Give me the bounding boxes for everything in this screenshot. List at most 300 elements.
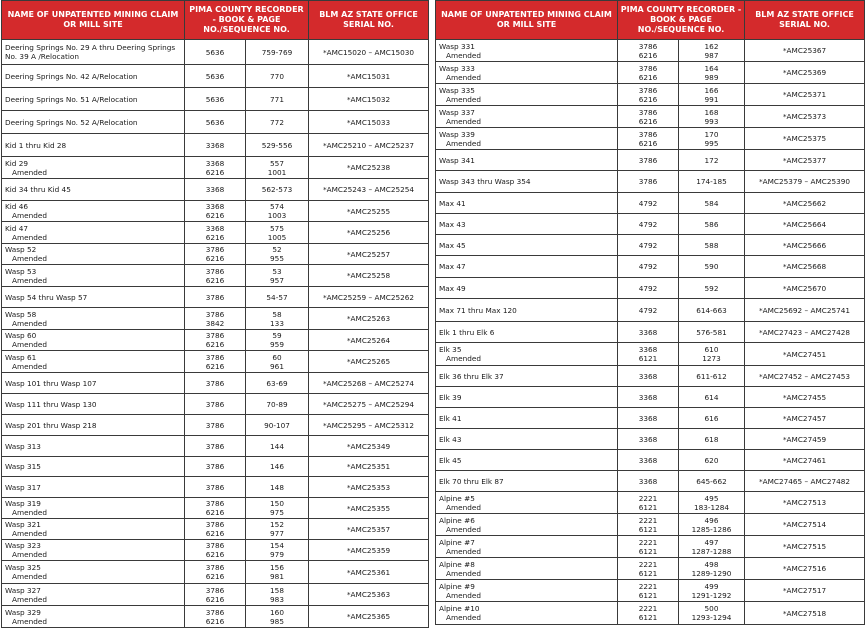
table-row [2, 88, 429, 111]
blm-serial: *AMC27461 [782, 455, 827, 465]
page-number-cell [679, 536, 745, 558]
blm-serial-cell [309, 330, 429, 351]
book-number-cell [618, 429, 679, 450]
claim-name-cell [436, 471, 618, 492]
page-number: 60 [272, 352, 282, 362]
blm-serial-cell [745, 40, 865, 62]
claim-name-cell [2, 498, 185, 519]
book-number: 4792 [638, 305, 658, 315]
book-number: 5636 [205, 117, 225, 127]
page-number-cell [679, 40, 745, 62]
blm-serial-cell [745, 214, 865, 235]
blm-serial: *AMC25255 [346, 206, 391, 216]
page-number-amended: 1289-1290 [691, 568, 732, 578]
book-number: 3786 [205, 245, 225, 254]
page-number-cell [679, 256, 745, 278]
blm-serial-cell [745, 278, 865, 299]
page-number-cell [679, 322, 745, 343]
claim-name: Wasp 54 thru Wasp 57 [5, 292, 88, 302]
blm-serial: *AMC25258 [346, 271, 391, 280]
page-number: 160 [270, 607, 284, 617]
table-row [2, 373, 429, 394]
book-number: 3368 [638, 345, 658, 354]
page-number: 759-769 [261, 47, 293, 57]
book-number-cell [618, 558, 679, 580]
blm-serial-cell [309, 477, 429, 498]
page-number-cell [679, 193, 745, 214]
table-row [2, 244, 429, 265]
book-number-amended: 6121 [638, 354, 658, 363]
table-row [436, 214, 865, 235]
claim-name-cell [436, 235, 618, 256]
claim-name: Wasp 315 [5, 462, 41, 471]
book-number: 3368 [638, 434, 658, 444]
page-number-cell [679, 602, 745, 625]
page-number: 588 [704, 240, 719, 250]
blm-serial: *AMC25369 [782, 68, 827, 77]
page-number-cell [246, 373, 309, 394]
page-number: 146 [270, 462, 284, 471]
book-number: 4792 [638, 262, 658, 271]
book-number-cell [185, 477, 246, 498]
page-number-cell [679, 299, 745, 322]
page-number: 152 [270, 520, 284, 529]
claim-name-cell [2, 519, 185, 540]
table-row [2, 179, 429, 201]
book-number-amended: 6216 [638, 116, 658, 126]
book-number: 3786 [638, 63, 658, 73]
book-number-cell [185, 415, 246, 436]
blm-serial: *AMC25359 [346, 545, 391, 555]
page-number-cell [679, 558, 745, 580]
claim-name-cell [2, 308, 185, 330]
table-row [436, 171, 865, 193]
blm-serial-cell [309, 244, 429, 265]
blm-serial-cell [745, 536, 865, 558]
claim-name-amended: Amended [446, 502, 481, 512]
claim-name-cell [2, 111, 185, 134]
claim-name-amended: Amended [446, 613, 481, 622]
page-number-cell [246, 179, 309, 201]
blm-serial: *AMC25265 [346, 357, 391, 366]
book-number: 2221 [638, 559, 658, 569]
blm-serial: *AMC25363 [346, 590, 391, 599]
book-number-cell [185, 157, 246, 179]
book-number-cell [618, 450, 679, 471]
page-number-cell [679, 387, 745, 408]
claim-name: Elk 41 [439, 413, 462, 423]
page-number-amended: 957 [270, 275, 284, 285]
blm-serial: *AMC25210 – AMC25237 [322, 140, 415, 150]
table-row [436, 106, 865, 128]
table-row [2, 265, 429, 287]
page-number-cell [246, 244, 309, 265]
claim-name: Wasp 317 [5, 482, 41, 492]
book-number-cell [618, 366, 679, 387]
page-number-cell [246, 540, 309, 561]
book-number: 3786 [205, 520, 225, 529]
claim-name-cell [2, 201, 185, 222]
page-number-amended: 981 [270, 572, 284, 581]
claim-name-cell [2, 457, 185, 477]
claim-name-cell [2, 394, 185, 415]
table-row [436, 299, 865, 322]
page-number-cell [679, 343, 745, 366]
blm-serial: *AMC27457 [782, 413, 827, 423]
blm-serial-cell [309, 201, 429, 222]
page-number-amended: 985 [270, 616, 284, 626]
table-row [436, 471, 865, 492]
table-row [2, 157, 429, 179]
page-number: 150 [270, 499, 284, 508]
claim-name-cell [2, 88, 185, 111]
blm-serial-cell [745, 256, 865, 278]
blm-serial: *AMC25379 – AMC25390 [758, 177, 851, 186]
claim-name-cell [436, 214, 618, 235]
book-number-cell [618, 235, 679, 256]
page-number: 158 [270, 585, 284, 595]
claim-name: Wasp 313 [5, 441, 41, 451]
table-row [436, 580, 865, 602]
blm-serial: *AMC27459 [782, 434, 827, 444]
page-number: 529-556 [261, 140, 293, 150]
book-number-amended: 6121 [638, 502, 658, 512]
table-row [2, 134, 429, 157]
claim-name: Kid 47 [5, 223, 29, 233]
blm-serial-cell [745, 84, 865, 106]
page-number: 770 [270, 71, 284, 81]
table-row [2, 477, 429, 498]
page-number-amended: 1001 [267, 167, 287, 177]
page-number-cell [679, 214, 745, 235]
page-number-amended: 977 [270, 529, 284, 538]
page-number: 58 [272, 309, 282, 319]
blm-serial-cell [745, 235, 865, 256]
page-number-cell [246, 265, 309, 287]
claim-name-cell [2, 606, 185, 628]
book-number-cell [185, 111, 246, 134]
claim-name-cell [436, 343, 618, 366]
blm-serial-cell [745, 450, 865, 471]
page-number-cell [246, 65, 309, 88]
blm-serial-cell [309, 519, 429, 540]
blm-serial: *AMC15020 – AMC15030 [322, 47, 415, 57]
blm-serial-cell [309, 351, 429, 373]
page-number-cell [246, 157, 309, 179]
claim-name-cell [436, 171, 618, 193]
page-number: 497 [704, 537, 719, 547]
book-number-amended: 6121 [638, 590, 658, 600]
claim-name: Wasp 329 [5, 607, 41, 617]
claim-name: Alpine #5 [439, 493, 475, 503]
blm-serial-cell [309, 287, 429, 308]
claim-name: Kid 34 thru Kid 45 [5, 185, 71, 194]
page-number-cell [246, 111, 309, 134]
table-row [436, 536, 865, 558]
claim-name-cell [436, 408, 618, 429]
claim-name: Kid 1 thru Kid 28 [5, 140, 67, 150]
blm-serial: *AMC27455 [782, 392, 827, 402]
claim-name-cell [2, 244, 185, 265]
blm-serial-cell [745, 558, 865, 580]
header-blm-serial: BLM AZ STATE OFFICE SERIAL NO. [309, 1, 429, 40]
book-number-cell [185, 287, 246, 308]
blm-serial: *AMC25357 [346, 524, 391, 534]
page-number: 162 [704, 41, 719, 51]
blm-serial-cell [309, 40, 429, 65]
book-number: 3786 [638, 129, 658, 139]
page-number-cell [246, 201, 309, 222]
claim-name-cell [2, 65, 185, 88]
blm-serial: *AMC15032 [346, 94, 391, 104]
page-number: 166 [704, 85, 719, 95]
claim-name: Wasp 60 [5, 331, 37, 340]
blm-serial: *AMC25664 [782, 219, 827, 229]
page-number: 496 [704, 515, 719, 525]
book-number-amended: 3842 [205, 318, 225, 328]
blm-serial: *AMC27515 [782, 542, 827, 551]
book-number-cell [185, 265, 246, 287]
book-number: 3786 [205, 266, 225, 276]
book-number-amended: 6216 [205, 254, 225, 263]
claim-name-cell [436, 193, 618, 214]
page-number: 614 [704, 392, 719, 402]
table-row [436, 343, 865, 366]
book-number-amended: 6216 [638, 72, 658, 82]
blm-serial: *AMC25264 [346, 335, 391, 345]
page-number-amended: 987 [704, 50, 719, 60]
claim-name: Wasp 327 [5, 585, 41, 595]
table-row [2, 40, 429, 65]
blm-serial: *AMC25256 [346, 228, 391, 237]
page-number-cell [246, 88, 309, 111]
book-number: 3786 [205, 331, 225, 340]
book-number: 3368 [638, 392, 658, 402]
table-row [2, 436, 429, 457]
claim-name: Max 41 [439, 198, 466, 208]
page-number-cell [679, 429, 745, 450]
book-number-cell [618, 536, 679, 558]
book-number-cell [185, 222, 246, 244]
blm-serial: *AMC25257 [346, 249, 391, 259]
page-number-cell [246, 498, 309, 519]
claim-name: Elk 45 [439, 455, 462, 465]
book-number: 3786 [205, 585, 225, 595]
book-number-cell [618, 84, 679, 106]
claim-name-cell [436, 492, 618, 514]
claim-name-cell [2, 584, 185, 606]
claim-name: Wasp 337 [439, 107, 475, 117]
book-number-cell [185, 373, 246, 394]
claim-name-amended: Amended [446, 138, 481, 148]
blm-serial-cell [745, 128, 865, 150]
page-number-amended: 989 [704, 72, 719, 82]
claim-name-cell [2, 436, 185, 457]
book-number: 4792 [638, 283, 658, 293]
book-number-cell [618, 492, 679, 514]
book-number: 3786 [205, 352, 225, 362]
claim-name-cell [436, 536, 618, 558]
blm-serial-cell [309, 561, 429, 584]
claim-name-cell [436, 558, 618, 580]
page-number: 557 [270, 158, 284, 168]
claim-name: Deering Springs No. 29 A thru Deering Springs No. 39 A /Relocation [5, 43, 176, 61]
book-number: 3786 [205, 441, 225, 451]
blm-serial: *AMC27452 – AMC27453 [758, 371, 851, 381]
claim-name-cell [2, 540, 185, 561]
blm-serial: *AMC25263 [346, 314, 391, 323]
page-number-cell [246, 222, 309, 244]
blm-serial: *AMC25243 – AMC25254 [322, 185, 415, 194]
table-row [436, 408, 865, 429]
claim-name-cell [436, 256, 618, 278]
claim-name-cell [2, 373, 185, 394]
page-number-cell [679, 580, 745, 602]
page-number: 174-185 [696, 177, 727, 186]
claim-name-amended: Amended [446, 354, 481, 363]
blm-serial: *AMC25662 [782, 198, 827, 208]
blm-serial: *AMC25275 – AMC25294 [322, 399, 415, 409]
blm-serial-cell [309, 88, 429, 111]
blm-serial: *AMC25349 [346, 441, 391, 451]
page-number: 645-662 [696, 476, 727, 486]
book-number-cell [185, 65, 246, 88]
claim-name-cell [2, 477, 185, 498]
table-row [2, 287, 429, 308]
book-number-cell [618, 128, 679, 150]
claim-name: Wasp 339 [439, 129, 475, 139]
claim-name-cell [2, 265, 185, 287]
blm-serial-cell [309, 157, 429, 179]
page-number: 562-573 [261, 185, 293, 194]
page-number-cell [246, 561, 309, 584]
claim-name-amended: Amended [446, 94, 481, 104]
page-number-cell [679, 128, 745, 150]
blm-serial-cell [309, 373, 429, 394]
book-number: 5636 [205, 71, 225, 81]
book-number: 3786 [205, 499, 225, 508]
page-number-amended: 133 [270, 318, 284, 328]
page-number-cell [246, 519, 309, 540]
page-number: 574 [270, 202, 284, 211]
page-number-cell [679, 171, 745, 193]
blm-serial: *AMC25295 – AMC25312 [322, 420, 415, 430]
book-number: 4792 [638, 198, 658, 208]
claim-name: Deering Springs No. 52 A/Relocation [5, 117, 138, 127]
header-claim-name: NAME OF UNPATENTED MINING CLAIM OR MILL SITE [436, 1, 618, 40]
blm-serial: *AMC25355 [346, 503, 391, 513]
book-number: 3786 [205, 607, 225, 617]
table-row [436, 62, 865, 84]
claim-name: Alpine #9 [439, 581, 475, 591]
claim-name: Elk 39 [439, 392, 462, 402]
book-number-amended: 6216 [205, 616, 225, 626]
claim-name-cell [436, 84, 618, 106]
page-number-cell [679, 278, 745, 299]
claim-name: Wasp 53 [5, 266, 37, 276]
blm-serial-cell [745, 299, 865, 322]
page-number-amended: 961 [270, 361, 284, 371]
book-number-cell [618, 62, 679, 84]
book-number-amended: 6121 [638, 613, 658, 622]
book-number: 3786 [205, 292, 225, 302]
claim-name-cell [436, 150, 618, 171]
book-number-amended: 6216 [205, 529, 225, 538]
book-number: 3786 [638, 155, 658, 165]
page-number-amended: 995 [704, 138, 719, 148]
page-number-cell [246, 584, 309, 606]
claim-name: Alpine #10 [439, 604, 480, 613]
claim-name: Elk 1 thru Elk 6 [439, 327, 495, 337]
book-number-amended: 6216 [205, 508, 225, 517]
blm-serial-cell [745, 106, 865, 128]
page-number-cell [679, 450, 745, 471]
claim-name-amended: Amended [446, 568, 481, 578]
page-number-cell [246, 415, 309, 436]
book-number: 3786 [205, 420, 225, 430]
book-number-cell [618, 150, 679, 171]
blm-serial-cell [745, 193, 865, 214]
blm-serial-cell [745, 514, 865, 536]
blm-serial: *AMC27518 [782, 608, 827, 618]
table-row [436, 193, 865, 214]
page-number: 52 [272, 245, 282, 254]
page-number-cell [679, 514, 745, 536]
page-number: 771 [270, 94, 284, 104]
page-number-cell [246, 394, 309, 415]
blm-serial-cell [309, 584, 429, 606]
claim-name: Wasp 323 [5, 541, 41, 550]
book-number-amended: 6216 [205, 340, 225, 349]
page-number-cell [246, 40, 309, 65]
page-number-cell [246, 606, 309, 628]
table-row [436, 450, 865, 471]
claim-name: Wasp 341 [439, 155, 475, 165]
page-number-cell [246, 330, 309, 351]
book-number: 4792 [638, 219, 658, 229]
blm-serial-cell [309, 415, 429, 436]
book-number-cell [618, 580, 679, 602]
page-number: 618 [704, 434, 719, 444]
book-number: 3368 [205, 223, 225, 233]
book-number: 3786 [205, 378, 225, 388]
claim-name-amended: Amended [446, 72, 481, 82]
book-number: 3786 [205, 462, 225, 471]
page-number-amended: 993 [704, 116, 719, 126]
blm-serial: *AMC25666 [782, 240, 827, 250]
claim-name-amended: Amended [12, 594, 47, 604]
blm-serial: *AMC25268 – AMC25274 [322, 378, 415, 388]
claim-name-cell [436, 429, 618, 450]
book-number: 2221 [638, 537, 658, 547]
book-number-cell [618, 343, 679, 366]
claim-name-cell [2, 157, 185, 179]
page-number-cell [246, 457, 309, 477]
page-number-cell [679, 471, 745, 492]
claim-name: Kid 46 [5, 202, 29, 211]
blm-serial: *AMC25351 [346, 462, 391, 471]
book-number-cell [618, 214, 679, 235]
table-row [2, 457, 429, 477]
claim-name-amended: Amended [12, 232, 47, 242]
table-row [436, 492, 865, 514]
page-number-amended: 1287-1288 [691, 546, 732, 556]
table-row [2, 330, 429, 351]
book-number: 3368 [205, 158, 225, 168]
book-number-cell [618, 40, 679, 62]
page-number: 63-69 [266, 378, 288, 388]
header-blm-serial: BLM AZ STATE OFFICE SERIAL NO. [745, 1, 865, 40]
